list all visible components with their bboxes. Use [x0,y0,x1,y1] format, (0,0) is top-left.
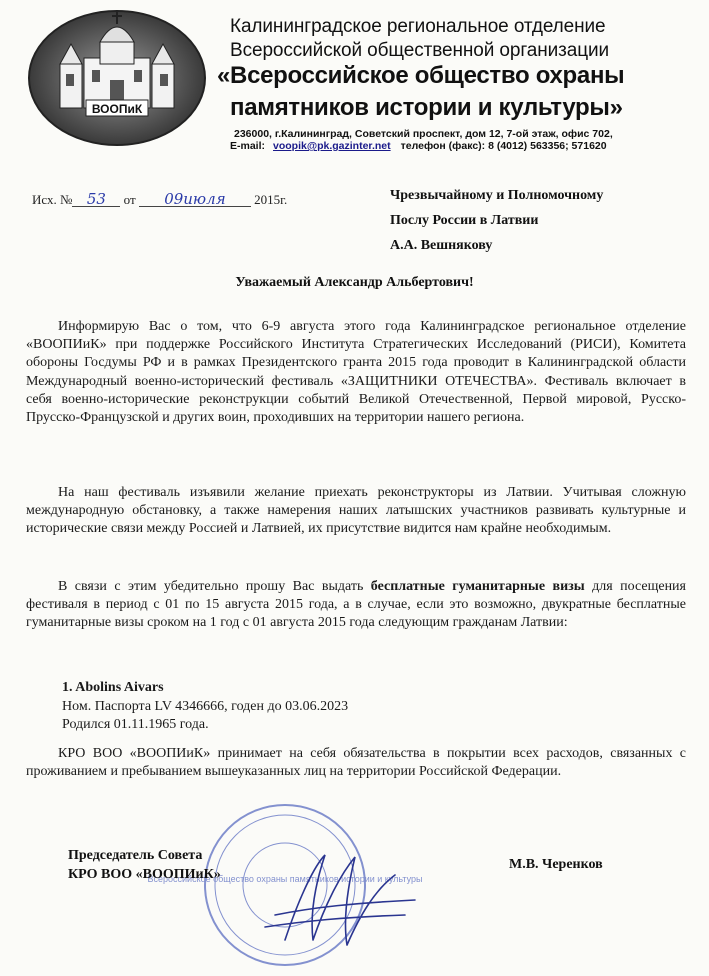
ref-year: 2015г. [254,192,288,207]
reference-line [32,192,287,208]
paragraph-2-text: На наш фестиваль изъявили желание приехать реконструкторы из Латвии. Учитывая сложную международную обстановку, а также намерения наших латышских участников развивать культурные и исторические связи между Россией и Латвией, их присутствие видится нам крайне необходимым. [26,485,686,537]
greeting: Уважаемый Александр Альбертович! [235,275,474,290]
org-line-1: Калининградское региональное отделение [230,16,606,37]
addressee-line-3: А.А. Вешнякову [390,238,493,253]
body-paragraph-1 [26,318,686,427]
voopik-logo [26,8,208,148]
org-line-4: памятников истории и культуры» [230,94,623,121]
addressee-block [390,183,603,258]
person-born: Родился 01.11.1965 года. [62,717,209,732]
org-address: 236000, г.Калининград, Советский проспект, дом 12, 7-ой этаж, офис 702, [234,128,613,140]
body-paragraph-2 [26,484,686,539]
paragraph-3-bold: бесплатные гуманитарные визы [370,579,585,594]
body-paragraph-4 [26,745,686,781]
person-name: 1. Abolins Aivars [62,680,164,695]
email-label: E-mail: [230,140,266,152]
stamp-text: Всероссийское общество охраны памятников истории и культуры [147,874,423,884]
org-contacts [230,140,607,152]
org-line-2: Всероссийской общественной организации [230,40,610,61]
signatory-title [68,846,221,884]
signatory-name: М.В. Черенков [509,857,603,872]
handwritten-signature [255,845,425,955]
body-paragraph-3 [26,578,686,633]
ref-number: 53 [72,192,120,207]
signatory-title-line-2: КРО ВОО «ВООПИиК» [68,867,221,882]
person-block [62,679,348,735]
paragraph-4-text: КРО ВОО «ВООПИиК» принимает на себя обязательства в покрытии всех расходов, связанных с проживанием и пребыванием вышеуказанных лиц на территории Российской Федерации. [26,746,686,780]
email-link[interactable]: voopik@pk.gazinter.net [273,140,391,152]
person-passport: Ном. Паспорта LV 4346666, годен до 03.06.2023 [62,698,349,714]
org-line-3: «Всероссийское общество охраны [217,62,625,89]
addressee-line-1: Чрезвычайному и Полномочному [390,188,604,203]
ref-date: 09июля [139,192,251,207]
paragraph-3-end: для посещения фестиваля в период с 01 по 15 августа 2015 года, а в случае, если это возможно, двукратные бесплатные гуманитарные визы сроком на 1 год с 01 августа 2015 года следующим гражданам Латвии: [26,579,686,631]
paragraph-1-text: Информирую Вас о том, что 6-9 августа этого года Калининградское региональное отделение «ВООПИиК» при поддержке Российского Института Стратегических Исследований (РИСИ), Комитета обороны Госдумы РФ и в рамках Президентского гранта 2015 года проводит в Калининградской области Международный военно-исторический фестиваль «ЗАЩИТНИКИ ОТЕЧЕСТВА». Фестиваль включает в себя военно-исторические реконструкции событий Великой Отечественной, Первой мировой, Русско-Прусско-Французской и других воин, проходивших на территории нашего региона. [26,319,686,426]
ref-from: от [123,192,136,207]
phone-text: телефон (факс): 8 (4012) 563356; 571620 [400,140,607,152]
addressee-line-2: Послу России в Латвии [390,213,539,228]
signatory-title-line-1: Председатель Совета [68,848,203,863]
ref-prefix: Исх. № [32,192,73,207]
paragraph-3-start: В связи с этим убедительно прошу Вас выдать [58,579,371,594]
logo-text: ВООПиК [91,102,143,116]
